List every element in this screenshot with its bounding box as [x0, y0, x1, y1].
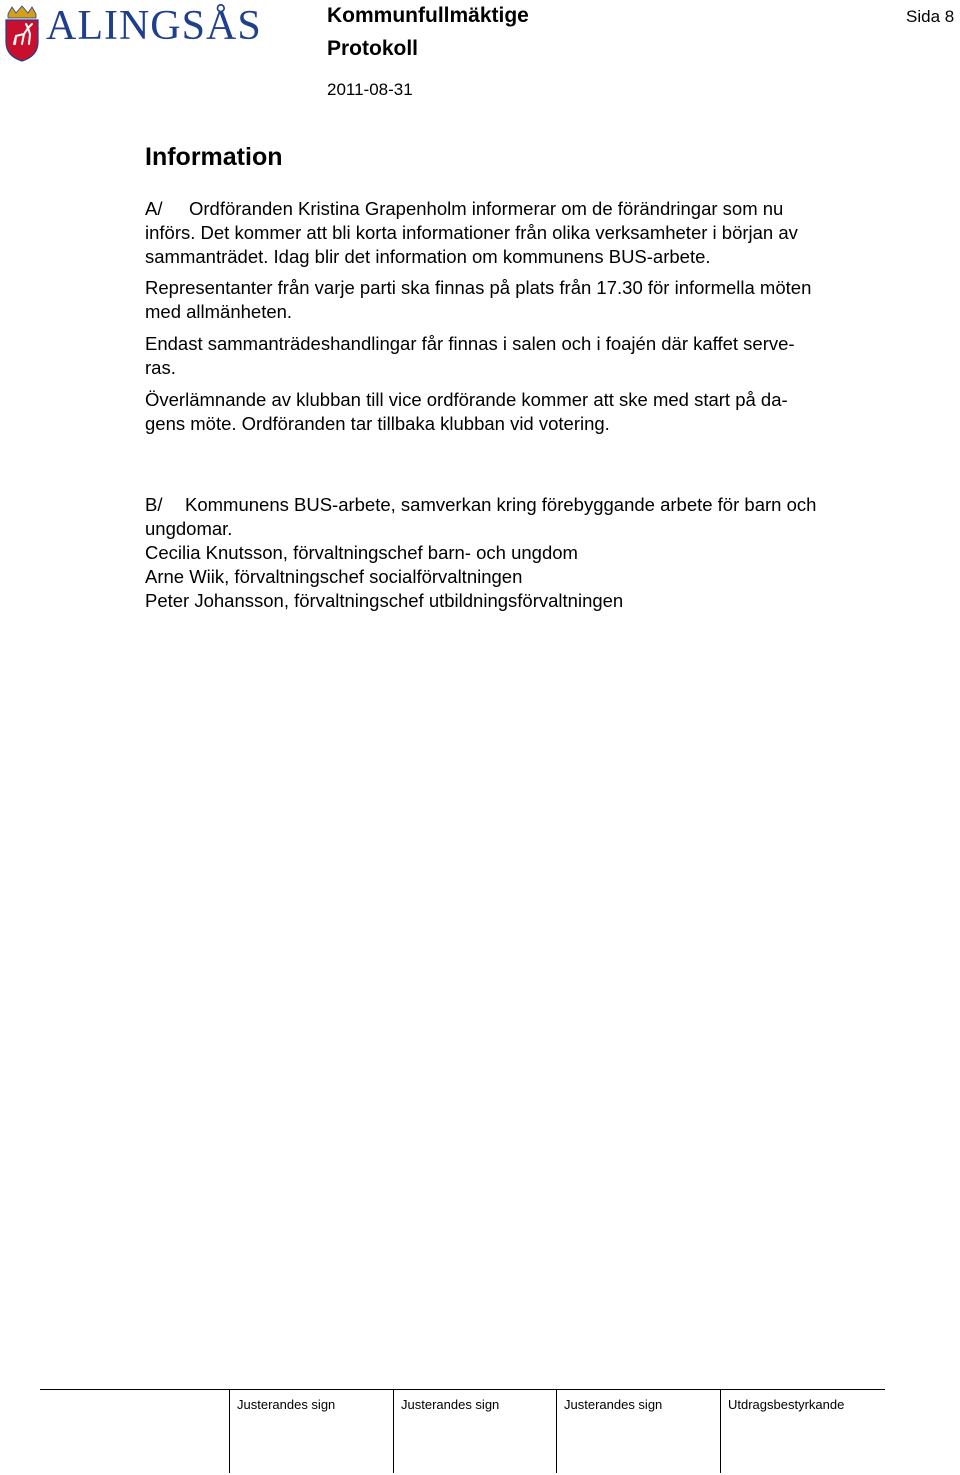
- paragraph-line: sammanträdet. Idag blir det information om kommunens BUS-arbete.: [145, 246, 711, 267]
- signature-label: Justerandes sign: [237, 1397, 336, 1412]
- footer-divider: [556, 1389, 557, 1473]
- presenter-line: Peter Johansson, förvaltningschef utbildningsförvaltningen: [145, 590, 624, 611]
- section-heading: Information: [145, 143, 283, 171]
- footer-divider: [720, 1389, 721, 1473]
- paragraph-line: A/ Ordföranden Kristina Grapenholm informerar om de förändringar som nu: [145, 198, 784, 219]
- paragraph-line: ras.: [145, 357, 176, 378]
- logo-wordmark: ALINGSÅS: [46, 3, 262, 49]
- certification-label: Utdragsbestyrkande: [728, 1397, 845, 1412]
- presenter-line: Cecilia Knutsson, förvaltningschef barn- och ungdom: [145, 542, 578, 563]
- footer-divider: [393, 1389, 394, 1473]
- paragraph-line: gens möte. Ordföranden tar tillbaka klubban vid votering.: [145, 413, 610, 434]
- page-number: Sida 8: [906, 7, 955, 26]
- paragraph-line: Överlämnande av klubban till vice ordförande kommer att ske med start på da-: [145, 389, 788, 410]
- paragraph-line: ungdomar.: [145, 518, 233, 539]
- paragraph-documents: [145, 332, 885, 380]
- presenter-line: Arne Wiik, förvaltningschef socialförvaltningen: [145, 566, 523, 587]
- item-label-a: A/: [145, 198, 163, 219]
- meeting-date: 2011-08-31: [327, 80, 413, 99]
- footer-divider: [229, 1389, 230, 1473]
- paragraph-gavel: [145, 388, 885, 436]
- signature-label: Justerandes sign: [564, 1397, 663, 1412]
- paragraph-line: med allmänheten.: [145, 301, 293, 322]
- paragraph-b: [145, 493, 885, 613]
- document-type: Protokoll: [327, 37, 419, 60]
- paragraph-a-intro: [145, 197, 885, 269]
- paragraph-line: B/ Kommunens BUS-arbete, samverkan kring förebyggande arbete för barn och: [145, 494, 817, 515]
- coat-of-arms-icon: [2, 4, 42, 62]
- signature-label: Justerandes sign: [401, 1397, 500, 1412]
- paragraph-line: Representanter från varje parti ska finnas på plats från 17.30 för informella möten: [145, 277, 812, 298]
- paragraph-representatives: [145, 276, 885, 324]
- footer-rule: [40, 1389, 885, 1390]
- item-label-b: B/: [145, 494, 163, 515]
- alingsas-logo: [2, 3, 262, 64]
- document-title: Kommunfullmäktige: [327, 4, 529, 27]
- paragraph-line: införs. Det kommer att bli korta informationer från olika verksamheter i början av: [145, 222, 798, 243]
- paragraph-line: Endast sammanträdeshandlingar får finnas i salen och i foajén där kaffet serve-: [145, 333, 795, 354]
